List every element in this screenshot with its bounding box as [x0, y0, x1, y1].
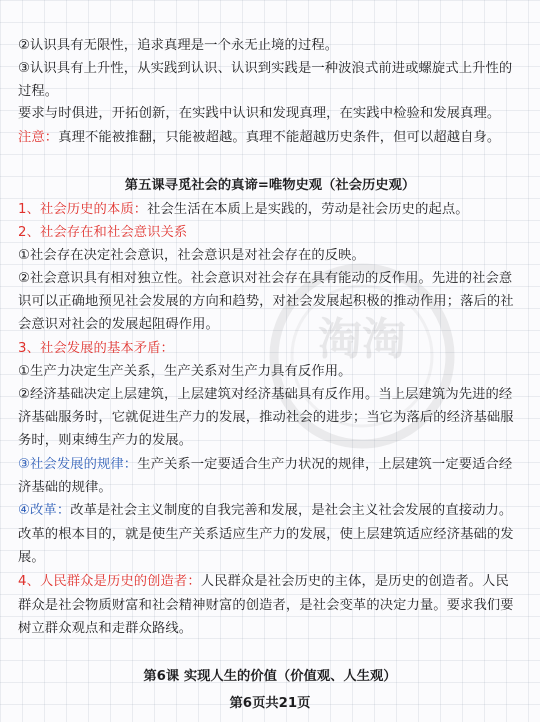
- reform-label: ④改革：: [18, 503, 71, 518]
- lesson6-title: 第6课 实现人生的价值（价值观、人生观）: [143, 669, 397, 684]
- point4: [18, 572, 524, 592]
- text-line: [18, 104, 524, 124]
- point2-line: 会意识对社会的发展起阻碍作用。: [18, 317, 219, 332]
- line-text: 要求与时俱进，开拓创新，在实践中认识和发现真理，在实践中检验和发展真理。: [18, 106, 501, 121]
- point3-law: [18, 455, 524, 475]
- lesson5-title: 第五课寻觅社会的真谛=唯物史观（社会历史观）: [124, 178, 416, 193]
- point2-heading: 2、社会存在和社会意识关系: [18, 225, 188, 240]
- point3-reform: [18, 501, 524, 521]
- line-text: ③认识具有上升性，从实践到认识、认识到实践是一种波浪式前进或螺旋式上升性的: [18, 61, 513, 76]
- point3-line: 展。: [18, 550, 45, 565]
- point2-line: ②社会意识具有相对独立性。社会意识对社会存在具有能动的反作用。先进的社会意: [18, 271, 513, 286]
- page-number: 第6页共21页: [229, 696, 311, 711]
- text-line: [18, 82, 524, 102]
- point4-line: 树立群众观点和走群众路线。: [18, 621, 193, 636]
- note-label: 注意：: [18, 130, 59, 145]
- point3-line: 济基础服务时，它就促进生产力的发展，推动社会的进步；当它为落后的经济基础服: [18, 410, 514, 425]
- law-text: 生产关系一定要适合生产力状况的规律，上层建筑一定要适合经: [137, 457, 513, 472]
- line-text: ②认识具有无限性，追求真理是一个永无止境的过程。: [18, 38, 339, 53]
- point1: [18, 200, 524, 220]
- point3-line: 务时，则束缚生产力的发展。: [18, 433, 193, 448]
- point3-heading: 3、社会发展的基本矛盾：: [18, 341, 174, 356]
- point2-line: 识可以正确地预见社会发展的方向和趋势，对社会发展起积极的推动作用；落后的社: [18, 294, 514, 309]
- point4-label: 4、人民群众是历史的创造者：: [18, 574, 201, 589]
- watermark-text: 淘淘: [318, 314, 406, 365]
- point4-line: 群众是社会物质财富和社会精神财富的创造者，是社会变革的决定力量。要求我们要: [18, 598, 514, 613]
- point3-line: 改革的根本目的，就是使生产关系适应生产力的发展，使上层建筑适应经济基础的发: [18, 527, 514, 542]
- text-line: [18, 59, 524, 79]
- point2-line: ①社会存在决定社会意识，社会意识是对社会存在的反映。: [18, 248, 365, 263]
- point3-line: 济基础的规律。: [18, 480, 112, 495]
- law-label: ③社会发展的规律：: [18, 457, 138, 472]
- point3-line: ①生产力决定生产关系，生产关系对生产力具有反作用。: [18, 364, 352, 379]
- point1-text: 社会生活在本质上是实践的，劳动是社会历史的起点。: [147, 202, 469, 217]
- point4-text: 人民群众是社会历史的主体，是历史的创造者。人民: [200, 574, 509, 589]
- line-text: 过程。: [18, 84, 59, 99]
- text-line: [18, 36, 524, 56]
- note-line: [18, 128, 524, 148]
- note-text: 真理不能被推翻，只能被超越。真理不能超越历史条件，但可以超越自身。: [58, 130, 501, 145]
- point3-line: ②经济基础决定上层建筑，上层建筑对经济基础具有反作用。当上层建筑为先进的经: [18, 387, 513, 402]
- reform-text: 改革是社会主义制度的自我完善和发展，是社会主义社会发展的直接动力。: [70, 503, 513, 518]
- point1-label: 1、社会历史的本质：: [18, 202, 148, 217]
